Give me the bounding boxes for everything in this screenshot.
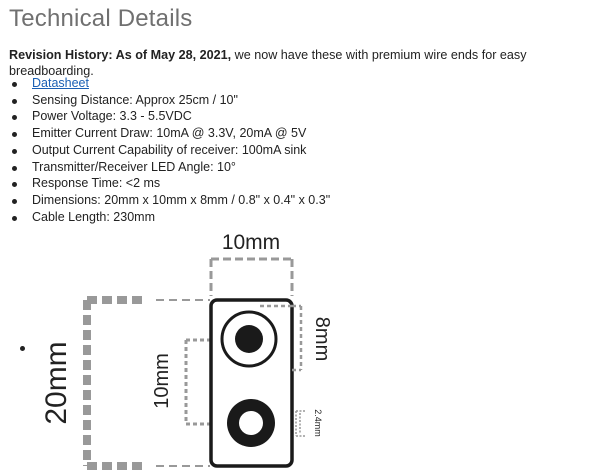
revision-history-date: Revision History: As of May 28, 2021,	[9, 48, 232, 62]
height-bracket	[87, 300, 143, 466]
list-item: Cable Length: 230mm	[8, 209, 330, 226]
width-label: 10mm	[221, 231, 281, 254]
list-item: Transmitter/Receiver LED Angle: 10°	[8, 159, 330, 176]
list-item: Power Voltage: 3.3 - 5.5VDC	[8, 108, 330, 125]
inner-height-label: 10mm	[151, 353, 173, 409]
emitter-led-center	[235, 325, 263, 353]
height-label: 20mm	[40, 341, 73, 425]
receiver-led-center	[239, 411, 263, 435]
page-title: Technical Details	[9, 5, 193, 32]
datasheet-link[interactable]: Datasheet	[32, 76, 89, 90]
width-bracket	[211, 259, 292, 296]
revision-history-text: we now have these with premium wire ends for easy breadboarding.	[9, 48, 527, 78]
list-item: Dimensions: 20mm x 10mm x 8mm / 0.8" x 0.4" x 0.3"	[8, 192, 330, 209]
hole-bracket	[296, 411, 306, 436]
list-item: Sensing Distance: Approx 25cm / 10"	[8, 92, 330, 109]
list-item: Emitter Current Draw: 10mA @ 3.3V, 20mA @ 5V	[8, 125, 330, 142]
depth-label: 8mm	[311, 316, 333, 362]
list-item: Output Current Capability of receiver: 100mA sink	[8, 142, 330, 159]
hole-label: 2.4mm	[313, 409, 323, 437]
list-item: Response Time: <2 ms	[8, 175, 330, 192]
